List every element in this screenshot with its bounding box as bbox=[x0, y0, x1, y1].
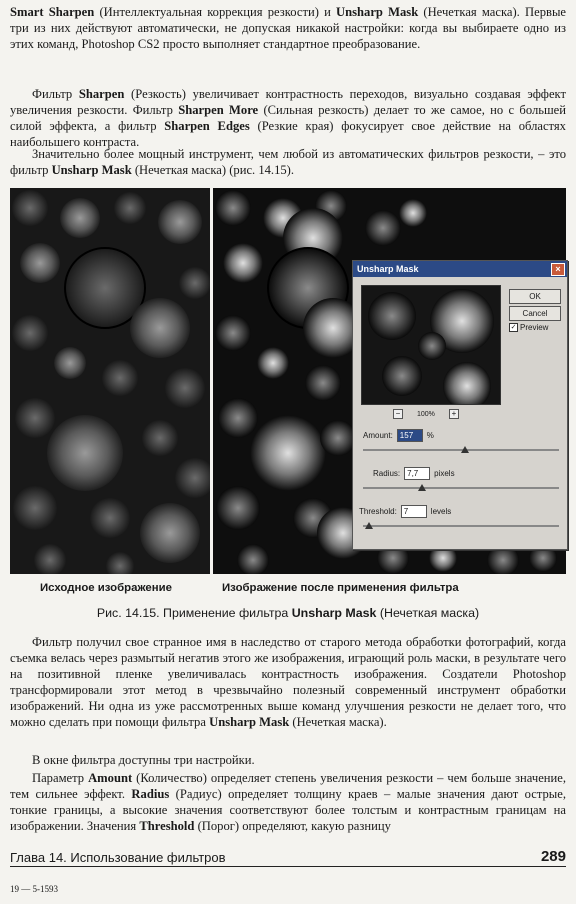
zoom-out-button[interactable]: − bbox=[393, 409, 403, 419]
radius-slider-handle[interactable] bbox=[418, 484, 426, 491]
radius-unit: pixels bbox=[434, 469, 455, 478]
paragraph-5: В окне фильтра доступны три настройки. bbox=[32, 753, 255, 767]
amount-input[interactable]: 157 bbox=[397, 429, 423, 442]
text: (Интеллектуальная коррекция резкости) и bbox=[94, 5, 337, 19]
zoom-in-button[interactable]: + bbox=[449, 409, 459, 419]
paragraph-4 bbox=[10, 634, 566, 730]
printer-signature: 19 — 5-1593 bbox=[10, 884, 58, 894]
radius-row bbox=[373, 467, 455, 480]
unsharp-mask-dialog bbox=[352, 260, 568, 550]
dialog-preview-image[interactable] bbox=[361, 285, 501, 405]
text: (Радиус) определяет толщину краев – малые значения дают острые, тонкие границы, а высокие значения соответствуют более толстым и контрастным границам на изображении. Значения bbox=[10, 787, 567, 833]
term-unsharp-mask: Unsharp Mask bbox=[209, 715, 290, 729]
term-sharpen: Sharpen bbox=[78, 87, 125, 101]
text: (Резкость) увеличивает контрастность переходов, визуально создавая эффект увеличения резкости. Фильтр bbox=[10, 87, 566, 117]
radius-slider[interactable] bbox=[363, 487, 559, 489]
amount-slider-handle[interactable] bbox=[461, 446, 469, 453]
preview-label: Preview bbox=[520, 323, 549, 332]
paragraph-1 bbox=[10, 4, 566, 52]
text: (Резкие края) фокусирует свое действие на областях наибольшего контраста. bbox=[10, 119, 566, 149]
term-amount: Amount bbox=[88, 771, 133, 785]
threshold-row bbox=[359, 505, 451, 518]
term-unsharp-mask: Unsharp Mask bbox=[51, 163, 132, 177]
term-sharpen-more: Sharpen More bbox=[178, 103, 259, 117]
paragraph-2 bbox=[10, 86, 566, 150]
threshold-slider[interactable] bbox=[363, 525, 559, 527]
figure-14-15 bbox=[10, 188, 566, 576]
caption-after: Изображение после применения фильтра bbox=[222, 582, 459, 594]
cancel-button[interactable]: Cancel bbox=[509, 306, 561, 321]
checkbox-icon[interactable]: ✓ bbox=[510, 324, 517, 331]
text: (Нечеткая маска). Первые три из них действуют автоматически, не допуская никакой настройки: когда вы выбираете одно из этих команд, Photoshop CS2 просто выполняет стандартное преобразование. bbox=[10, 5, 566, 51]
text: Фильтр bbox=[32, 87, 79, 101]
dialog-title: Unsharp Mask bbox=[357, 264, 419, 274]
text: (Нечеткая маска). bbox=[289, 715, 387, 729]
term-sharpen-edges: Sharpen Edges bbox=[164, 119, 250, 133]
amount-label: Amount: bbox=[363, 431, 393, 440]
figure-title bbox=[0, 606, 576, 620]
threshold-slider-handle[interactable] bbox=[365, 522, 373, 529]
amount-slider[interactable] bbox=[363, 449, 559, 451]
caption-original: Исходное изображение bbox=[40, 582, 172, 594]
text: (Нечеткая маска) bbox=[376, 606, 480, 620]
radius-label: Radius: bbox=[373, 469, 401, 478]
amount-row bbox=[363, 429, 434, 442]
text: Значительно более мощный инструмент, чем любой из автоматических фильтров резкости, – это фильтр bbox=[10, 147, 566, 177]
ok-button[interactable]: OK bbox=[509, 289, 561, 304]
zoom-controls bbox=[393, 409, 459, 419]
text: (Нечеткая маска) (рис. 14.15). bbox=[131, 163, 295, 177]
term-radius: Radius bbox=[131, 787, 170, 801]
text: Фильтр получил свое странное имя в наследство от старого метода обработки фотографий, когда съемка велась через размытый негатив этого же изображения, играющий роль маски, в результате чего на позитивной пленке увеличивалась контрастность изображения. Создатели Photoshop трансформировали этот метод в чрезвычайно полезный современный инструмент обработки изображений. Ни одна из уже рассмотренных выше команд улучшения резкости не делает того, что можно сделать при помощи фильтра bbox=[10, 635, 566, 729]
zoom-level: 100% bbox=[417, 410, 435, 418]
term-unsharp-mask: Unsharp Mask bbox=[336, 5, 419, 19]
threshold-label: Threshold: bbox=[359, 507, 397, 516]
term-smart-sharpen: Smart Sharpen bbox=[10, 5, 95, 19]
text: Параметр bbox=[32, 771, 89, 785]
text: (Сильная резкость) делает то же самое, но с большей силой эффекта, а фильтр bbox=[10, 103, 567, 133]
close-icon[interactable]: × bbox=[551, 263, 565, 276]
footer-divider bbox=[10, 866, 566, 867]
term-threshold: Threshold bbox=[139, 819, 195, 833]
text: Рис. 14.15. Применение фильтра bbox=[96, 606, 292, 620]
original-flowers-photo bbox=[10, 188, 210, 574]
threshold-input[interactable]: 7 bbox=[401, 505, 427, 518]
text: (Порог) определяют, какую разницу bbox=[194, 819, 391, 833]
paragraph-3 bbox=[10, 146, 566, 178]
radius-input[interactable]: 7,7 bbox=[404, 467, 430, 480]
preview-checkbox[interactable] bbox=[509, 323, 548, 332]
dialog-title-bar[interactable] bbox=[353, 261, 567, 277]
threshold-unit: levels bbox=[430, 507, 452, 516]
amount-unit: % bbox=[426, 431, 434, 440]
paragraph-6 bbox=[10, 770, 566, 834]
running-footer-chapter: Глава 14. Использование фильтров bbox=[10, 850, 226, 865]
term-unsharp-mask: Unsharp Mask bbox=[291, 606, 377, 620]
text: (Количество) определяет степень увеличения резкости – чем больше значение, тем сильнее эффект. bbox=[10, 771, 566, 801]
page-number: 289 bbox=[540, 848, 566, 865]
